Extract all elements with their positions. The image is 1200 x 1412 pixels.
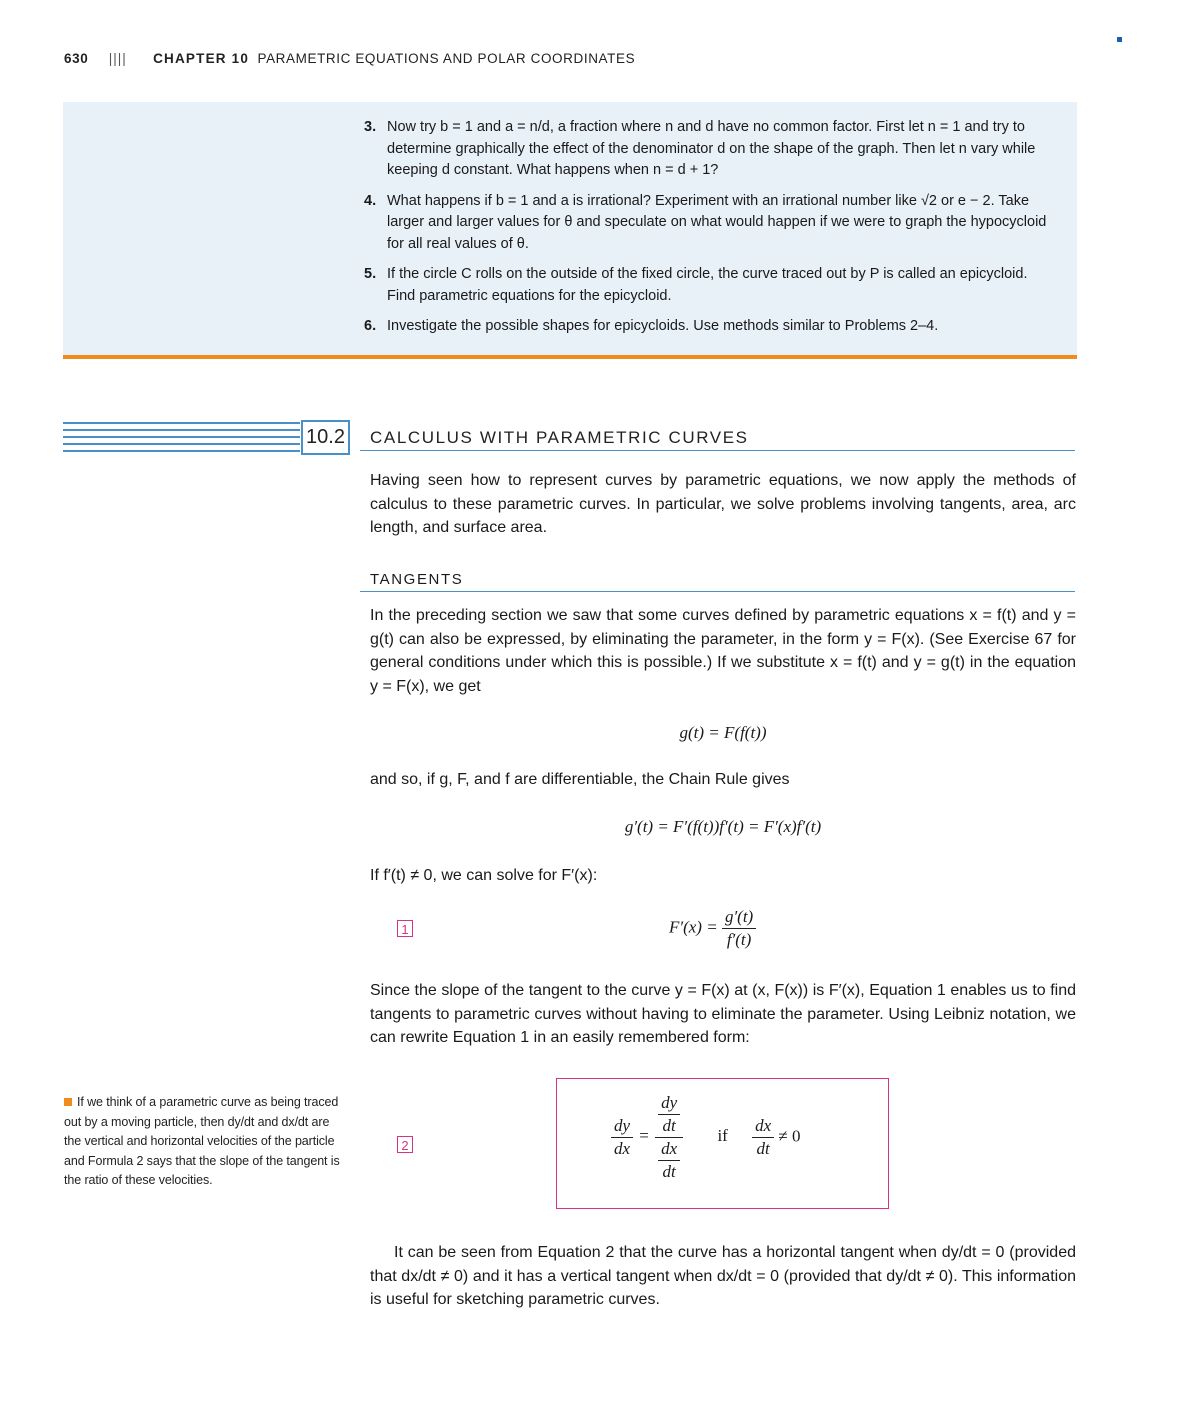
- section-rule: [63, 429, 300, 431]
- equation-number-1: 1: [397, 920, 413, 937]
- equation-2-rhs: [655, 1092, 683, 1183]
- section-rule: [63, 450, 300, 452]
- page-number: 630: [64, 51, 89, 66]
- paragraph: It can be seen from Equation 2 that the curve has a horizontal tangent when dy/dt = 0 (provided that dx/dt ≠ 0) and it has a vertical tangent when dx/dt = 0 (provided that dy/dt ≠ 0). This information is useful for sketching parametric curves.: [370, 1244, 1076, 1308]
- dy-dt-fraction: [658, 1092, 680, 1137]
- dx-symbol: dx: [658, 1138, 680, 1161]
- paragraph: Since the slope of the tangent to the curve y = F(x) at (x, F(x)) is F′(x), Equation 1 enables us to find tangents to parametric curves without having to eliminate the parameter. Using Leibniz notation, we can rewrite Equation 1 in an easily remembered form:: [370, 982, 1076, 1046]
- section-number: 10.2: [301, 420, 350, 455]
- equation-1-numerator: g′(t): [722, 906, 756, 929]
- section-title: CALCULUS WITH PARAMETRIC CURVES: [370, 428, 749, 447]
- problem-item: [364, 191, 1054, 256]
- problem-text: Investigate the possible shapes for epicycloids. Use methods similar to Problems 2–4.: [387, 318, 939, 334]
- problem-text: Now try b = 1 and a = n/d, a fraction where n and d have no common factor. First let n = 1 and try to determine graphically the effect of the denominator d on the shape of the graph. Then let n vary while keeping d constant. What happens when n = d + 1?: [387, 119, 1036, 178]
- condition-fraction: [752, 1115, 774, 1160]
- corner-mark: [1117, 37, 1122, 42]
- subheading-rule: [360, 591, 1075, 592]
- dt-symbol: dt: [756, 1139, 770, 1158]
- equation-2-rhs-denominator: [655, 1138, 683, 1183]
- equation-g: g(t) = F(f(t)): [679, 723, 767, 742]
- note-bullet-icon: [64, 1098, 72, 1106]
- section-title-rule: [360, 450, 1075, 451]
- problem-number: 4.: [364, 192, 377, 209]
- equation-2-lhs: [611, 1115, 633, 1160]
- problem-number: 6.: [364, 318, 377, 334]
- equation-2-rhs-numerator: [655, 1092, 683, 1138]
- not-equal-zero: ≠ 0: [778, 1126, 801, 1146]
- problem-text: If the circle C rolls on the outside of the fixed circle, the curve traced out by P is called an epicycloid. Find parametric equations for the epicycloid.: [387, 266, 1028, 304]
- dx-symbol: dx: [614, 1139, 631, 1158]
- problem-number: 3.: [364, 119, 377, 135]
- dy-symbol: dy: [658, 1092, 680, 1115]
- dt-symbol: dt: [662, 1116, 676, 1135]
- problem-text: What happens if b = 1 and a is irrational? Experiment with an irrational number like √2 or e − 2. Take larger and larger values for θ and speculate on what would happen if we were to graph the hypocycloid for all real values of θ.: [387, 192, 1047, 252]
- section-rule: [63, 422, 300, 424]
- equation-1-lhs: F′(x) =: [669, 917, 718, 937]
- paragraph: In the preceding section we saw that some curves defined by parametric equations x = f(t) and y = g(t) can also be expressed, by eliminating the parameter, in the form y = F(x). (See Exercise 67 for general conditions under which this is possible.) If we substitute x = f(t) and y = g(t) in the equation y = F(x), we get: [370, 607, 1076, 695]
- equation-1-fraction: [722, 906, 756, 951]
- margin-note-text: If we think of a parametric curve as being traced out by a moving particle, then dy/dt and dx/dt are the vertical and horizontal velocities of the particle and Formula 2 says that the slope of the tangent is the ratio of these velocities.: [64, 1095, 340, 1187]
- paragraph: If f′(t) ≠ 0, we can solve for F′(x):: [370, 867, 598, 884]
- dy-symbol: dy: [611, 1115, 633, 1138]
- chapter-title: PARAMETRIC EQUATIONS AND POLAR COORDINATES: [257, 51, 636, 66]
- equation-1-denominator: f′(t): [726, 930, 752, 949]
- problem-item: [364, 316, 1054, 338]
- dx-dt-fraction: [658, 1138, 680, 1183]
- problem-box-rule: [63, 355, 1077, 359]
- problem-item: [364, 117, 1054, 182]
- dx-symbol: dx: [752, 1115, 774, 1138]
- chapter-label: CHAPTER 10: [153, 51, 250, 66]
- equation-1: [669, 906, 756, 951]
- paragraph: and so, if g, F, and f are differentiable, the Chain Rule gives: [370, 771, 790, 788]
- if-word: if: [717, 1126, 728, 1146]
- section-rule: [63, 436, 300, 438]
- equation-chain-rule: g′(t) = F′(f(t))f′(t) = F′(x)f′(t): [624, 817, 822, 836]
- dt-symbol: dt: [662, 1162, 676, 1181]
- subheading: TANGENTS: [370, 571, 464, 588]
- header-bars: ||||: [108, 51, 127, 66]
- equation-2: $\frac{dy}{dx}$ = $\frac{\frac{dy}{dt}}{\frac{dx}{dt}}$ if $\frac{dx}{dt}$ ≠ 0: [611, 1092, 800, 1183]
- problem-item: [364, 264, 1054, 307]
- equation-number-2: 2: [397, 1136, 413, 1153]
- margin-note: [64, 1093, 348, 1191]
- running-head: [64, 51, 635, 66]
- problem-list: [364, 117, 1054, 347]
- intro-paragraph: Having seen how to represent curves by parametric equations, we now apply the methods of calculus to these parametric curves. In particular, we solve problems involving tangents, area, arc length, and surface area.: [370, 472, 1076, 536]
- section-rule: [63, 443, 300, 445]
- problem-number: 5.: [364, 266, 377, 282]
